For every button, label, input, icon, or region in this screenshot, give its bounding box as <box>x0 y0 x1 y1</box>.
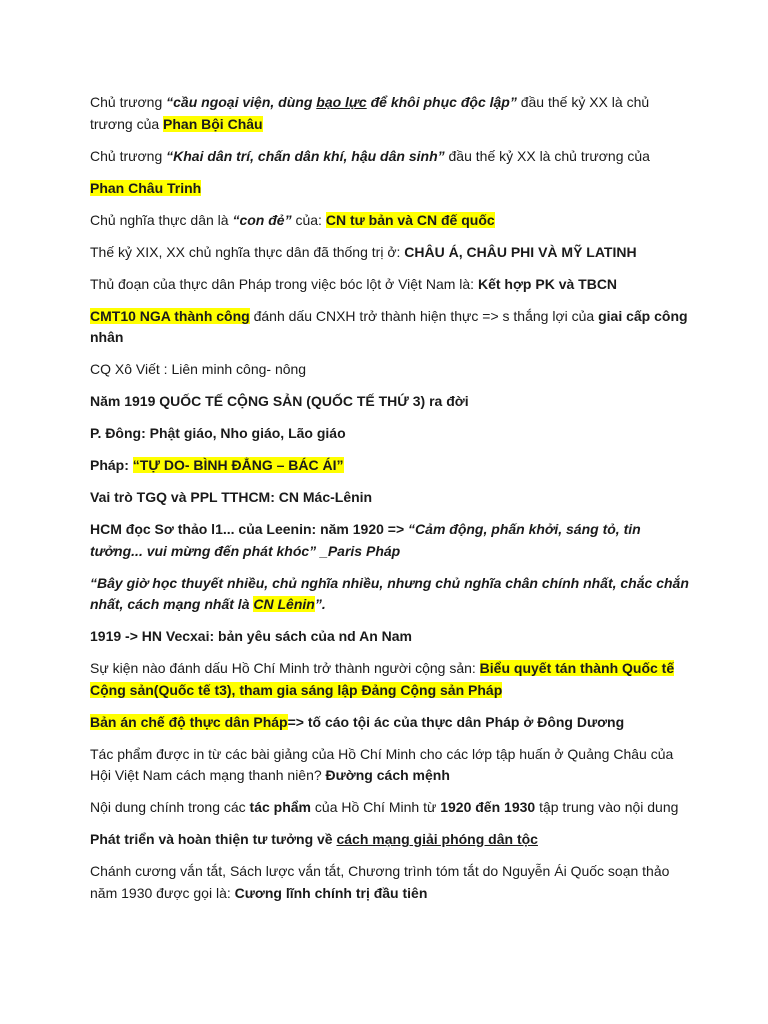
paragraph-8: CQ Xô Viết : Liên minh công- nông <box>90 361 307 377</box>
highlight: Bản án chế độ thực dân Pháp <box>90 713 288 730</box>
paragraph-20: Phát triển và hoàn thiện tư tưởng về cách mạng giải phóng dân tộc <box>90 831 538 847</box>
paragraph-4: Chủ nghĩa thực dân là “con đẻ” của: CN tư bản và CN đế quốc <box>90 211 495 228</box>
paragraph-13: HCM đọc Sơ thảo l1... của Leenin: năm 1920 => “Cảm động, phấn khởi, sáng tỏ, tin tưởng... vui mừng đến phát khóc” _Paris Pháp <box>90 521 641 559</box>
highlight: CMT10 NGA thành công <box>90 307 250 324</box>
highlight: Biểu quyết tán thành Quốc tế Cộng sản(Quốc tế t3), tham gia sáng lập Đảng Cộng sản Pháp <box>90 660 675 698</box>
paragraph-9: Năm 1919 QUỐC TẾ CỘNG SẢN (QUỐC TẾ THỨ 3) ra đời <box>90 393 469 409</box>
paragraph-11: Pháp: “TỰ DO- BÌNH ĐẲNG – BÁC ÁI” <box>90 457 344 473</box>
paragraph-5: Thế kỷ XIX, XX chủ nghĩa thực dân đã thống trị ở: CHÂU Á, CHÂU PHI VÀ MỸ LATINH <box>90 243 637 260</box>
paragraph-6: Thủ đoạn của thực dân Pháp trong việc bóc lột ở Việt Nam là: Kết hợp PK và TBCN <box>90 275 618 292</box>
paragraph-15: 1919 -> HN Vecxai: bản yêu sách của nd An Nam <box>90 628 412 644</box>
paragraph-1: Chủ trương “cầu ngoại viện, dùng bạo lực để khôi phục độc lập” đầu thế kỷ XX là chủ trương của Phan Bội Châu <box>90 94 650 132</box>
paragraph-3 <box>90 178 690 200</box>
highlight: Phan Bội Châu <box>163 115 263 132</box>
highlight: CN tư bản và CN đế quốc <box>325 211 495 228</box>
paragraph-17: Bản án chế độ thực dân Pháp=> tố cáo tội ác của thực dân Pháp ở Đông Dương <box>90 713 625 730</box>
paragraph-16: Sự kiện nào đánh dấu Hồ Chí Minh trở thành người cộng sản: Biểu quyết tán thành Quốc tế Cộng sản(Quốc tế t3), tham gia sáng lập Đảng Cộng sản Pháp <box>90 660 675 698</box>
highlight: CN Lênin <box>253 596 315 612</box>
paragraph-10: P. Đông: Phật giáo, Nho giáo, Lão giáo <box>90 425 346 441</box>
paragraph-21: Chánh cương vắn tắt, Sách lược vắn tắt, Chương trình tóm tắt do Nguyễn Ái Quốc soạn thảo năm 1930 được gọi là: Cương lĩnh chính trị đầu tiên <box>90 863 670 901</box>
paragraph-12: Vai trò TGQ và PPL TTHCM: CN Mác-Lênin <box>90 489 373 505</box>
paragraph-2: Chủ trương “Khai dân trí, chấn dân khí, hậu dân sinh” đầu thế kỷ XX là chủ trương của <box>90 147 650 164</box>
paragraph-7: CMT10 NGA thành công đánh dấu CNXH trở thành hiện thực => s thắng lợi của giai cấp công nhân <box>90 307 688 345</box>
paragraph-14: “Bây giờ học thuyết nhiều, chủ nghĩa nhiều, nhưng chủ nghĩa chân chính nhất, chắc chắn nhất, cách mạng nhất là CN Lênin”. <box>90 574 689 612</box>
highlight: Phan Châu Trinh <box>90 179 202 196</box>
paragraph-19: Nội dung chính trong các tác phẩm của Hồ Chí Minh từ 1920 đến 1930 tập trung vào nội dung <box>90 799 679 815</box>
paragraph-18: Tác phẩm được in từ các bài giảng của Hồ Chí Minh cho các lớp tập huấn ở Quảng Châu của Hội Việt Nam cách mạng thanh niên? Đường cách mệnh <box>90 745 674 783</box>
highlight: “TỰ DO- BÌNH ĐẲNG – BÁC ÁI” <box>132 457 344 473</box>
document-body <box>90 92 690 915</box>
